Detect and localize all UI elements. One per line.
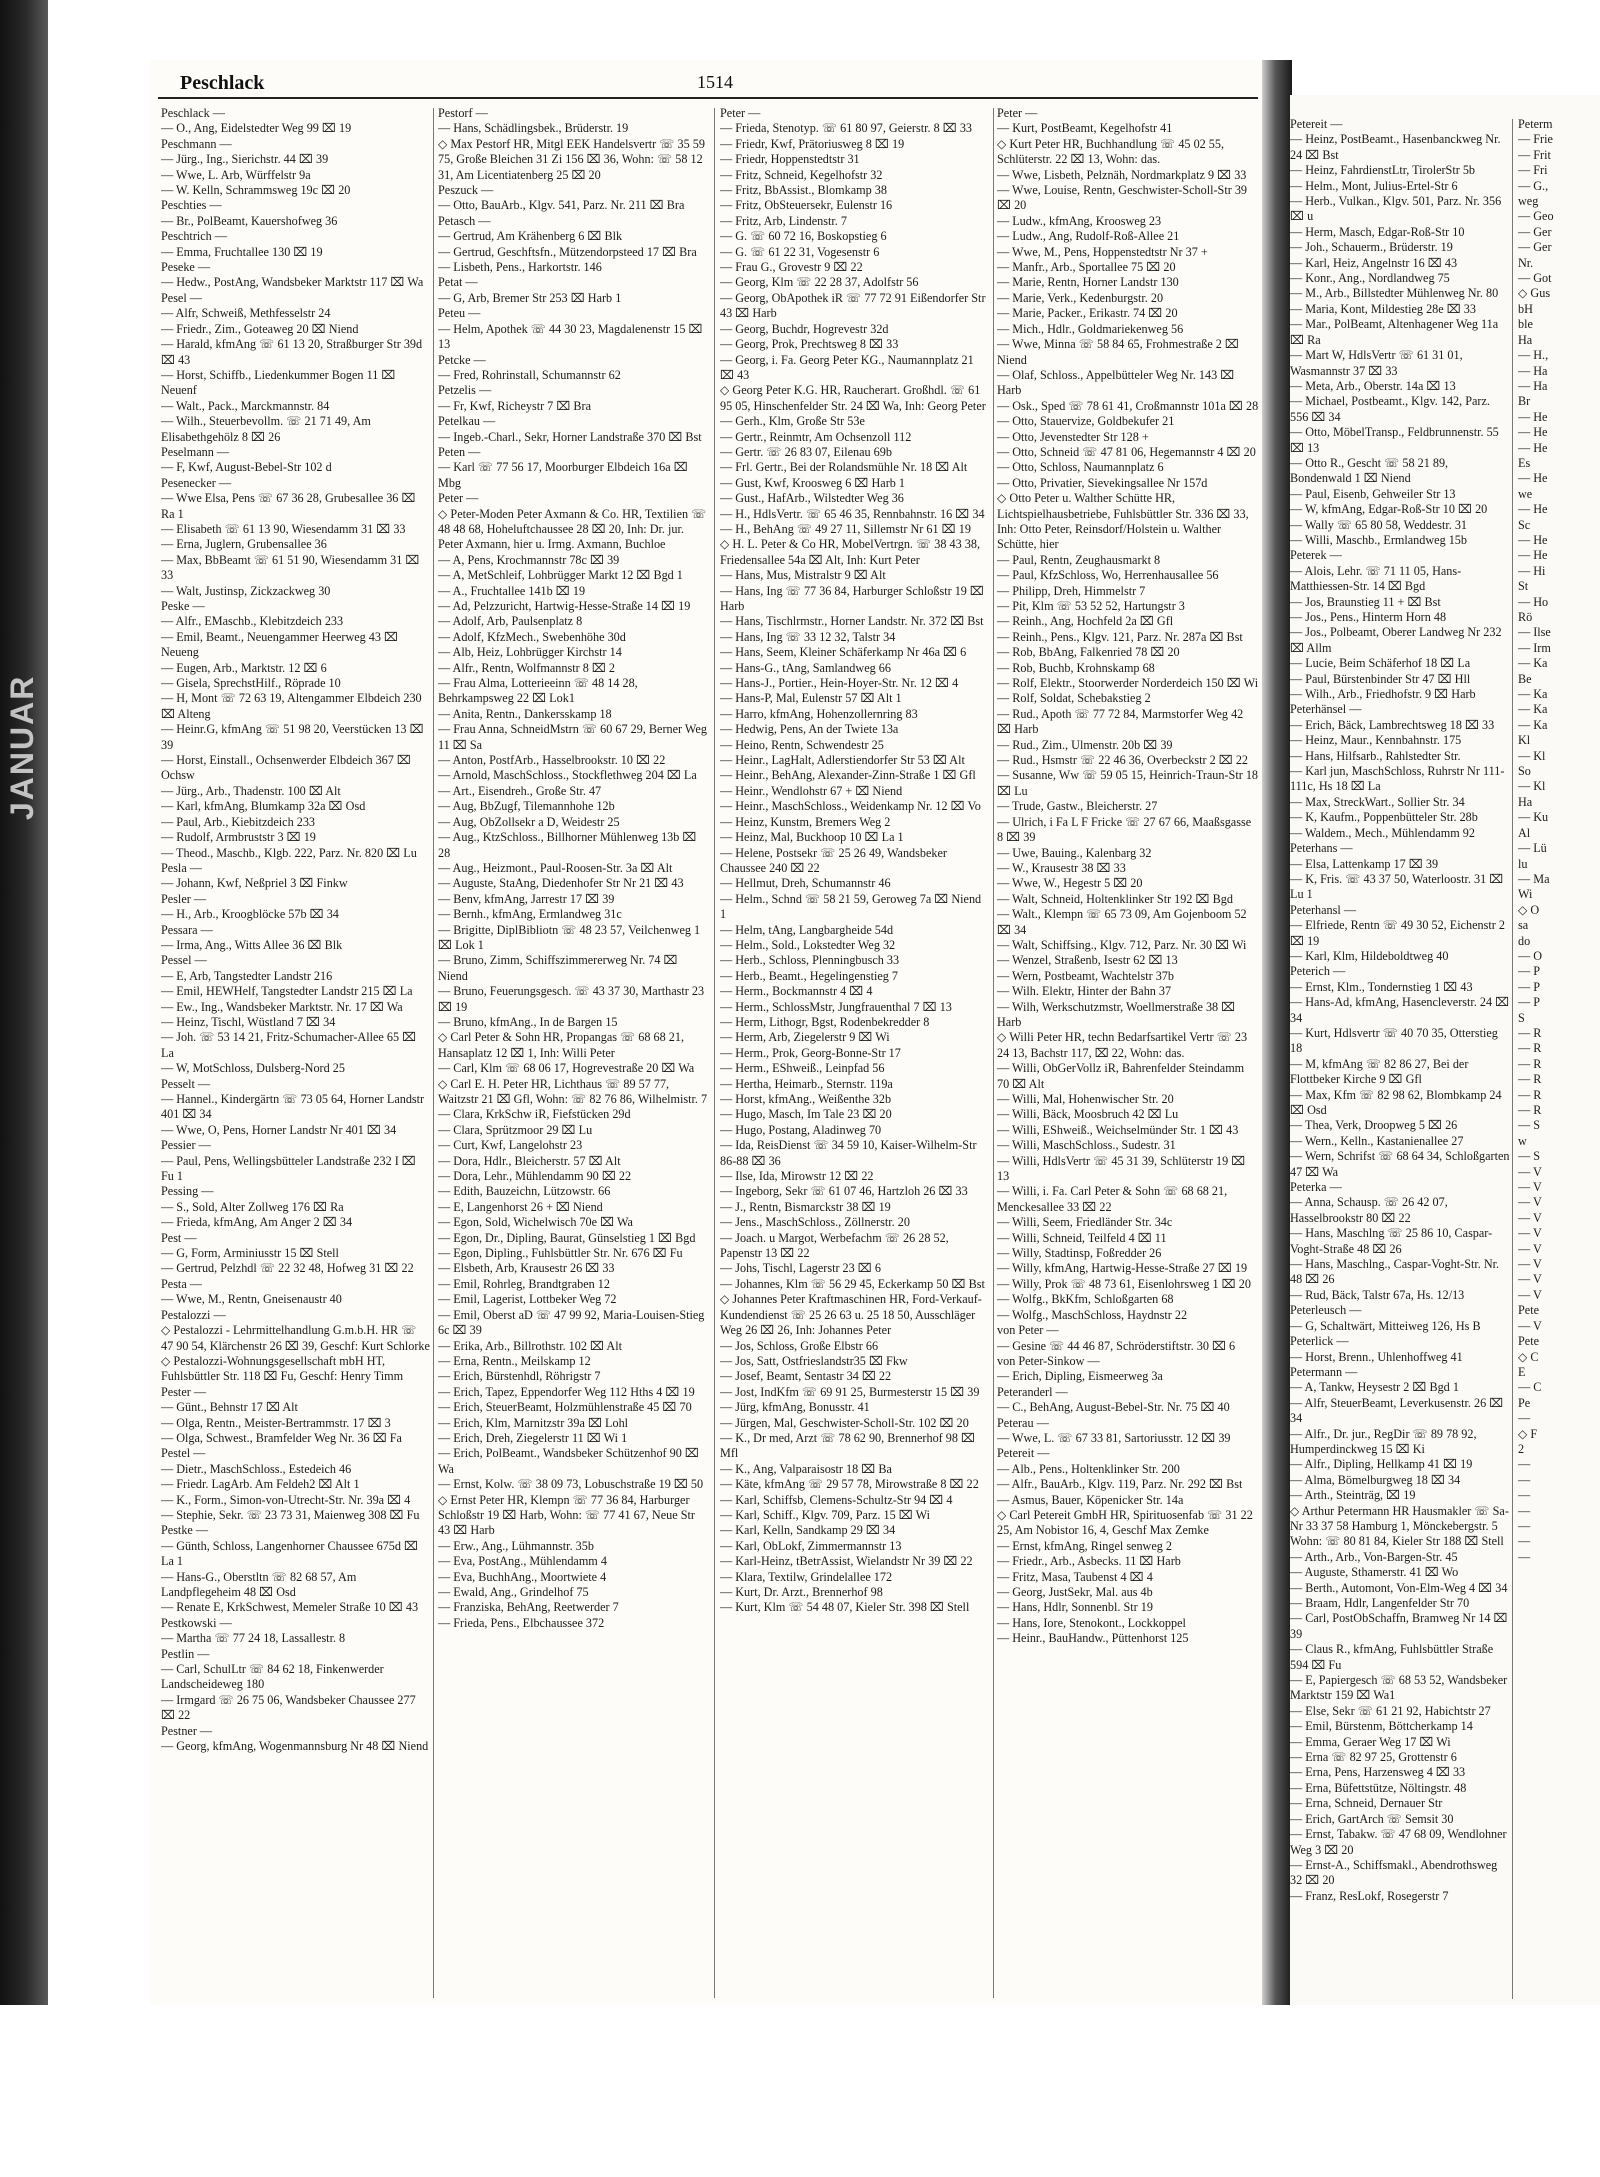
next-page-fragment (1290, 95, 1600, 2015)
column-text: Peterm — Frie — Frit — Fri — G., weg — Geo — Ger — Ger Nr. — Got ◇ Gus bH ble Ha — H., — Ha — Ha Br — He — He — He Es — He we — He Sc — He — He — Hi St — Ho Rö — Ilse — Irm — Ka Be — Ka — Ka — Ka Kl — Kl So — Kl Ha — Ku Al — Lü lu — Ma Wi ◇ O sa do — O — P — P — P S — R — R — R — R — R — R — S w — S — V — V — V — V — V — V — V — V — V Pete — V Pete ◇ C E — C Pe — ◇ F 2 — — — — — — — (1518, 117, 1554, 1564)
directory-column-6 (1518, 117, 1600, 2012)
column-text: Pestorf — — Hans, Schädlingsbek., Brüderstr. 19 ◇ Max Pestorf HR, Mitgl EEK Handelsvertr ☏ 35 59 75, Große Bleichen 31 Zi 156 ⌧ 36, Wohn: ☏ 58 12 31, Am Licentiatenberg 25 ⌧ 20 Peszuck — — Otto, BauArb., Klgv. 541, Parz. Nr. 211 ⌧ Bra Petasch — — Gertrud, Am Krähenberg 6 ⌧ Blk — Gertrud, Geschftsfn., Mützendorpsteed 17 ⌧ Bra — Lisbeth, Pens., Harkortstr. 146 Petat — — G, Arb, Bremer Str 253 ⌧ Harb 1 Peteu — — Helm, Apothek ☏ 44 30 23, Magdalenenstr 15 ⌧ 13 Petcke — — Fred, Rohrinstall, Schumannstr 62 Petzelis — — Fr, Kwf, Richeystr 7 ⌧ Bra Petelkau — — Ingeb.-Charl., Sekr, Horner Landstraße 370 ⌧ Bst Peten — — Karl ☏ 77 56 17, Moorburger Elbdeich 16a ⌧ Mbg Peter — ◇ Peter-Moden Peter Axmann & Co. HR, Textilien ☏ 48 48 68, Hoheluftchaussee 28 ⌧ 20, Inh: Dr. jur. Peter Axmann, hier u. Irmg. Axmann, Buchloe — A, Pens, Krochmannstr 78c ⌧ 39 — A, MetSchleif, Lohbrügger Markt 12 ⌧ Bgd 1 — A., Fruchtallee 141b ⌧ 19 — Ad, Pelzzuricht, Hartwig-Hesse-Straße 14 ⌧ 19 — Adolf, Arb, Paulsenplatz 8 — Adolf, KfzMech., Swebenhöhe 30d — Alb, Heiz, Lohbrügger Kirchstr 14 — Alfr., Rentn, Wolfmannstr 8 ⌧ 2 — Frau Alma, Lotterieeinn ☏ 48 14 28, Behrkampsweg 22 ⌧ Lok1 — Anita, Rentn., Dankersskamp 18 — Frau Anna, SchneidMstrn ☏ 60 67 29, Berner Weg 11 ⌧ Sa — Anton, PostfArb., Hasselbrookstr. 10 ⌧ 22 — Arnold, MaschSchloss., Stockflethweg 204 ⌧ La — Art., Eisendreh., Große Str. 47 — Aug, BbZugf, Tilemannhohe 12b — Aug, ObZollsekr a D, Weidestr 25 — Aug., KtzSchloss., Billhorner Mühlenweg 13b ⌧ 28 — Aug., Heizmont., Paul-Roosen-Str. 3a ⌧ Alt — Auguste, StaAng, Diedenhofer Str Nr 21 ⌧ 43 — Benv, kfmAng, Jarrestr 17 ⌧ 39 — Bernh., kfmAng, Ermlandweg 31c — Brigitte, DiplBibliotn ☏ 48 23 57, Veilchenweg 1 ⌧ Lok 1 — Bruno, Zimm, Schiffszimmererweg Nr. 74 ⌧ Niend — Bruno, Feuerungsgesch. ☏ 43 37 30, Marthastr 23 ⌧ 19 — Bruno, kfmAng., In de Bargen 15 ◇ Carl Peter & Sohn HR, Propangas ☏ 68 68 21, Hansaplatz 12 ⌧ 1, Inh: Willi Peter — Carl, Klm ☏ 68 06 17, Hogrevestraße 20 ⌧ Wa ◇ Carl E. H. Peter HR, Lichthaus ☏ 89 57 77, Waitzstr 21 ⌧ Gfl, Wohn: ☏ 82 76 86, Wilhelmistr. 7 — Clara, KrkSchw iR, Fiefstücken 29d — Clara, Sprützmoor 29 ⌧ Lu — Curt, Kwf, Langelohstr 23 — Dora, Hdlr., Bleicherstr. 57 ⌧ Alt — Dora, Lehr., Mühlendamm 90 ⌧ 22 — Edith, Bauzeichn, Lützowstr. 66 — E, Langenhorst 26 + ⌧ Niend — Egon, Sold, Wichelwisch 70e ⌧ Wa — Egon, Dr., Dipling, Baurat, Günselstieg 1 ⌧ Bgd — Egon, Dipling., Fuhlsbüttler Str. Nr. 676 ⌧ Fu — Elsbeth, Arb, Krausestr 26 ⌧ 33 — Emil, Rohrleg, Brandtgraben 12 — Emil, Lagerist, Lottbeker Weg 72 — Emil, Oberst aD ☏ 47 99 92, Maria-Louisen-Stieg 6c ⌧ 39 — Erika, Arb., Billrothstr. 102 ⌧ Alt — Erna, Rentn., Meilskamp 12 — Erich, Bürstenhdl, Röhrigstr 7 — Erich, Tapez, Eppendorfer Weg 112 Hths 4 ⌧ 19 — Erich, SteuerBeamt, Holzmühlenstraße 45 ⌧ 70 — Erich, Klm, Marnitzstr 39a ⌧ Lohl — Erich, Dreh, Ziegelerstr 11 ⌧ Wi 1 — Erich, PolBeamt., Wandsbeker Schützenhof 90 ⌧ Wa — Ernst, Kolw. ☏ 38 09 73, Lobuschstraße 19 ⌧ 50 ◇ Ernst Peter HR, Klempn ☏ 77 36 84, Harburger Schloßstr 19 ⌧ Harb, Wohn: ☏ 77 41 67, Neue Str 43 ⌧ Harb — Erw., Ang., Lühmannstr. 35b — Eva, PostAng., Mühlendamm 4 — Eva, BuchhAng., Moortwiete 4 — Ewald, Ang., Grindelhof 75 — Franziska, BehAng, Reetwerder 7 — Frieda, Pens., Elbchaussee 372 (438, 106, 708, 1630)
column-text: Petereit — — Heinz, PostBeamt., Hasenbanckweg Nr. 24 ⌧ Bst — Heinz, FahrdienstLtr, TirolerStr 5b — Helm., Mont, Julius-Ertel-Str 6 — Herb., Vulkan., Klgv. 501, Parz. Nr. 356 ⌧ u — Herm, Masch, Edgar-Roß-Str 10 — Joh., Schauerm., Brüderstr. 19 — Karl, Heiz, Angelnstr 16 ⌧ 43 — Konr., Ang., Nordlandweg 75 — M., Arb., Billstedter Mühlenweg Nr. 80 — Maria, Kont, Mildestieg 28e ⌧ 33 — Mar., PolBeamt, Altenhagener Weg 11a ⌧ Ra — Mart W, HdlsVertr ☏ 61 31 01, Wasmannstr 37 ⌧ 33 — Meta, Arb., Oberstr. 14a ⌧ 13 — Michael, Postbeamt., Klgv. 142, Parz. 556 ⌧ 34 — Otto, MöbelTransp., Feldbrunnenstr. 55 ⌧ 13 — Otto R., Gescht ☏ 58 21 89, Bondenwald 1 ⌧ Niend — Paul, Eisenb, Gehweiler Str 13 — W, kfmAng, Edgar-Roß-Str 10 ⌧ 20 — Wally ☏ 65 80 58, Weddestr. 31 — Willi, Maschb., Ermlandweg 15b Peterek — — Alois, Lehr. ☏ 71 11 05, Hans-Matthiessen-Str. 14 ⌧ Bgd — Jos, Braunstieg 11 + ⌧ Bst — Jos., Pens., Hinterm Horn 48 — Jos., Polbeamt, Oberer Landweg Nr 232 ⌧ Allm — Lucie, Beim Schäferhof 18 ⌧ La — Paul, Bürstenbinder Str 47 ⌧ Hll — Wilh., Arb., Friedhofstr. 9 ⌧ Harb Peterhänsel — — Erich, Bäck, Lambrechtsweg 18 ⌧ 33 — Heinz, Maur., Kennbahnstr. 175 — Hans, Hilfsarb., Rahlstedter Str. — Karl jun, MaschSchloss, Ruhrstr Nr 111-111c, Hs 18 ⌧ La — Max, StreckWart., Sollier Str. 34 — K, Kaufm., Poppenbütteler Str. 28b — Waldem., Mech., Mühlendamm 92 Peterhans — — Elsa, Lattenkamp 17 ⌧ 39 — K, Fris. ☏ 43 37 50, Waterloostr. 31 ⌧ Lu 1 Peterhansl — — Elfriede, Rentn ☏ 49 30 52, Eichenstr 2 ⌧ 19 — Karl, Klm, Hildeboldtweg 40 Peterich — — Ernst, Klm., Tondernstieg 1 ⌧ 43 — Hans-Ad, kfmAng, Hasencleverstr. 24 ⌧ 34 — Kurt, Hdlsvertr ☏ 40 70 35, Otterstieg 18 — M, kfmAng ☏ 82 86 27, Bei der Flottbeker Kirche 9 ⌧ Gfl — Max, Kfm ☏ 82 98 62, Blombkamp 24 ⌧ Osd — Thea, Verk, Droopweg 5 ⌧ 26 — Wern., Kelln., Kastanienallee 27 — Wern, Schrifst ☏ 68 64 34, Schloßgarten 47 ⌧ Wa Peterka — — Anna, Schausp. ☏ 26 42 07, Hasselbrookstr 80 ⌧ 22 — Hans, Maschlng ☏ 25 86 10, Caspar-Voght-Straße 48 ⌧ 26 — Hans, Maschlng., Caspar-Voght-Str. Nr. 48 ⌧ 26 — Rud, Bäck, Talstr 67a, Hs. 12/13 Peterleusch — — G, Schaltwärt, Mitteiweg 126, Hs B Peterlick — — Horst, Brenn., Uhlenhoffweg 41 Petermann — — A, Tankw, Heysestr 2 ⌧ Bgd 1 — Alfr, SteuerBeamt, Leverkusenstr. 26 ⌧ 34 — Alfr., Dr. jur., RegDir ☏ 89 78 92, Humperdinckweg 15 ⌧ Ki — Alfr., Dipling, Hellkamp 41 ⌧ 19 — Alma, Bömelburgweg 18 ⌧ 34 — Arth., Steinträg, ⌧ 19 ◇ Arthur Petermann HR Hausmakler ☏ Sa-Nr 33 37 58 Hamburg 1, Mönckebergstr. 5 Wohn: ☏ 80 81 84, Kieler Str 188 ⌧ Stell — Arth., Arb., Von-Bargen-Str. 45 — Auguste, Sthamerstr. 41 ⌧ Wo — Berth., Automont, Von-Elm-Weg 4 ⌧ 34 — Braam, Hdlr, Langenfelder Str 70 — Carl, PostObSchaffn, Bramweg Nr 14 ⌧ 39 — Claus R., kfmAng, Fuhlsbüttler Straße 594 ⌧ Fu — E, Papiergesch ☏ 68 53 52, Wandsbeker Marktstr 159 ⌧ Wa1 — Else, Sekr ☏ 61 21 92, Habichtstr 27 — Emil, Bürstenm, Böttcherkamp 14 — Emma, Geraer Weg 17 ⌧ Wi — Erna ☏ 82 97 25, Grottenstr 6 — Erna, Pens, Harzensweg 4 ⌧ 33 — Erna, Büfettstütze, Nöltingstr. 48 — Erna, Schneid, Dernauer Str — Erich, GartArch ☏ Semsit 30 — Ernst, Tabakw. ☏ 47 68 09, Wendlohner Weg 3 ⌧ 20 — Ernst-A., Schiffsmakl., Abendrothsweg 32 ⌧ 20 — Franz, ResLokf, Rosegerstr 7 (1290, 117, 1510, 1903)
book-spine-edge (0, 0, 48, 2005)
column-divider (1512, 119, 1513, 1999)
scan-margin-bottom (0, 2005, 1600, 2177)
column-divider (433, 108, 434, 1998)
directory-column-5 (1290, 117, 1510, 2012)
column-divider (993, 108, 994, 1998)
directory-column-2 (438, 106, 710, 2001)
column-text: Peter — — Kurt, PostBeamt, Kegelhofstr 41 ◇ Kurt Peter HR, Buchhandlung ☏ 45 02 55, Schlüterstr. 22 ⌧ 13, Wohn: das. — Wwe, Lisbeth, Pelznäh, Nordmarkplatz 9 ⌧ 33 — Wwe, Louise, Rentn, Geschwister-Scholl-Str 39 ⌧ 20 — Ludw., kfmAng, Kroosweg 23 — Ludw., Ang, Rudolf-Roß-Allee 21 — Wwe, M., Pens, Hoppenstedtstr Nr 37 + — Manfr., Arb., Sportallee 75 ⌧ 20 — Marie, Rentn, Horner Landstr 130 — Marie, Verk., Kedenburgstr. 20 — Marie, Packer., Erikastr. 74 ⌧ 20 — Mich., Hdlr., Goldmariekenweg 56 — Wwe, Minna ☏ 58 84 65, Frohmestraße 2 ⌧ Niend — Olaf, Schloss., Appelbütteler Weg Nr. 143 ⌧ Harb — Osk., Sped ☏ 78 61 41, Croßmannstr 101a ⌧ 28 — Otto, Stauervize, Goldbekufer 21 — Otto, Jevenstedter Str 128 + — Otto, Schneid ☏ 47 81 06, Hegemannstr 4 ⌧ 20 — Otto, Schloss, Naumannplatz 6 — Otto, Privatier, Sievekingsallee Nr 157d ◇ Otto Peter u. Walther Schütte HR, Lichtspielhausbetriebe, Fuhlsbüttler Str. 336 ⌧ 33, Inh: Otto Peter, Reinsdorf/Holstein u. Walther Schütte, hier — Paul, Rentn, Zeughausmarkt 8 — Paul, KfzSchloss, Wo, Herrenhausallee 56 — Philipp, Dreh, Himmelstr 7 — Pit, Klm ☏ 53 52 52, Hartungstr 3 — Reinh., Ang, Hochfeld 2a ⌧ Gfl — Reinh., Pens., Klgv. 121, Parz. Nr. 287a ⌧ Bst — Rob, BbAng, Falkenried 78 ⌧ 20 — Rob, Buchb, Krohnskamp 68 — Rolf, Elektr., Stoorwerder Norderdeich 150 ⌧ Wi — Rolf, Soldat, Schebakstieg 2 — Rud., Apoth ☏ 77 72 84, Marmstorfer Weg 42 ⌧ Harb — Rud., Zim., Ulmenstr. 20b ⌧ 39 — Rud., Hsmstr ☏ 22 46 36, Overbeckstr 2 ⌧ 22 — Susanne, Ww ☏ 59 05 15, Heinrich-Traun-Str 18 ⌧ Lu — Trude, Gastw., Bleicherstr. 27 — Ulrich, i Fa L F Fricke ☏ 27 67 66, Maaßsgasse 8 ⌧ 39 — Uwe, Bauing., Kalenbarg 32 — W., Krausestr 38 ⌧ 33 — Wwe, W., Hegestr 5 ⌧ 20 — Walt, Schneid, Holtenklinker Str 192 ⌧ Bgd — Walt., Klempn ☏ 65 73 09, Am Gojenboom 52 ⌧ 34 — Walt, Schiffsing., Klgv. 712, Parz. Nr. 30 ⌧ Wi — Wenzel, Straßenb, Isestr 62 ⌧ 13 — Wern, Postbeamt, Wachtelstr 37b — Wilh. Elektr, Hinter der Bahn 37 — Wilh, Werkschutzmstr, Woellmerstraße 38 ⌧ Harb ◇ Willi Peter HR, techn Bedarfsartikel Vertr ☏ 23 24 13, Bachstr 117, ⌧ 22, Wohn: das. — Willi, ObGerVollz iR, Bahrenfelder Steindamm 70 ⌧ Alt — Willi, Mal, Hohenwischer Str. 20 — Willi, Bäck, Moosbruch 42 ⌧ Lu — Willi, EShweiß., Weichselmünder Str. 1 ⌧ 43 — Willi, MaschSchloss., Sudestr. 31 — Willi, HdlsVertr ☏ 45 31 39, Schlüterstr 19 ⌧ 13 — Willi, i. Fa. Carl Peter & Sohn ☏ 68 68 21, Menckesallee 33 ⌧ 22 — Willi, Seem, Friedländer Str. 34c — Willi, Schneid, Teilfeld 4 ⌧ 11 — Willy, Stadtinsp, Foßredder 26 — Willy, kfmAng, Hartwig-Hesse-Straße 27 ⌧ 19 — Willy, Prok ☏ 48 73 61, Eisenlohrsweg 1 ⌧ 20 — Wolfg., BkKfm, Schloßgarten 68 — Wolfg., MaschSchloss, Haydnstr 22 von Peter — — Gesine ☏ 44 46 87, Schröderstiftstr. 30 ⌧ 6 von Peter-Sinkow — — Erich, Dipling, Eismeerweg 3a Peteranderl — — C., BehAng, August-Bebel-Str. Nr. 75 ⌧ 40 Peterau — — Wwe, L. ☏ 67 33 81, Sartoriusstr. 12 ⌧ 39 Petereit — — Alb., Pens., Holtenklinker Str. 200 — Alfr., BauArb., Klgv. 119, Parz. Nr. 292 ⌧ Bst — Asmus, Bauer, Köpenicker Str. 14a ◇ Carl Petereit GmbH HR, Spirituosenfab ☏ 31 22 25, Am Nobistor 16, 4, Geschf Max Zemke — Ernst, kfmAng, Ringel senweg 2 — Friedr., Arb., Asbecks. 11 ⌧ Harb — Fritz, Masa, Taubenst 4 ⌧ 4 — Georg, JustSekr, Mal. aus 4b — Hans, Hdlr, Sonnenbl. Str 19 — Hans, Iore, Stenokont., Lockkoppel — Heinr., BauHandw., Püttenhorst 125 (997, 106, 1259, 1646)
column-text: Peschlack — — O., Ang, Eidelstedter Weg 99 ⌧ 19 Peschmann — — Jürg., Ing., Sierichstr. 44 ⌧ 39 — Wwe, L. Arb, Würffelstr 9a — W. Kelln, Schrammsweg 19c ⌧ 20 Peschties — — Br., PolBeamt, Kauershofweg 36 Peschtrich — — Emma, Fruchtallee 130 ⌧ 19 Peseke — — Hedw., PostAng, Wandsbeker Marktstr 117 ⌧ Wa Pesel — — Alfr, Schweiß, Methfesselstr 24 — Friedr., Zim., Goteaweg 20 ⌧ Niend — Harald, kfmAng ☏ 61 13 20, Straßburger Str 39d ⌧ 43 — Horst, Schiffb., Liedenkummer Bogen 11 ⌧ Neuenf — Walt., Pack., Marckmannstr. 84 — Wilh., Steuerbevollm. ☏ 21 71 49, Am Elisabethgehölz 8 ⌧ 26 Peselmann — — F, Kwf, August-Bebel-Str 102 d Pesenecker — — Wwe Elsa, Pens ☏ 67 36 28, Grubesallee 36 ⌧ Ra 1 — Elisabeth ☏ 61 13 90, Wiesendamm 31 ⌧ 33 — Erna, Juglern, Grubensallee 36 — Max, BbBeamt ☏ 61 51 90, Wiesendamm 31 ⌧ 33 — Walt, Justinsp, Zickzackweg 30 Peske — — Alfr., EMaschb., Klebitzdeich 233 — Emil, Beamt., Neuengammer Heerweg 43 ⌧ Neueng — Eugen, Arb., Marktstr. 12 ⌧ 6 — Gisela, SprechstHilf., Röprade 10 — H, Mont ☏ 72 63 19, Altengammer Elbdeich 230 ⌧ Alteng — Heinr.G, kfmAng ☏ 51 98 20, Veerstücken 13 ⌧ 39 — Horst, Einstall., Ochsenwerder Elbdeich 367 ⌧ Ochsw — Jürg., Arb., Thadenstr. 100 ⌧ Alt — Karl, kfmAng, Blumkamp 32a ⌧ Osd — Paul, Arb., Kiebitzdeich 233 — Rudolf, Armbruststr 3 ⌧ 19 — Theod., Maschb., Klgb. 222, Parz. Nr. 820 ⌧ Lu Pesla — — Johann, Kwf, Neßpriel 3 ⌧ Finkw Pesler — — H., Arb., Kroogblöcke 57b ⌧ 34 Pessara — — Irma, Ang., Witts Allee 36 ⌧ Blk Pessel — — E, Arb, Tangstedter Landstr 216 — Emil, HEWHelf, Tangstedter Landstr 215 ⌧ La — Ew., Ing., Wandsbeker Marktstr. Nr. 17 ⌧ Wa — Heinz, Tischl, Wüstland 7 ⌧ 34 — Joh. ☏ 53 14 21, Fritz-Schumacher-Allee 65 ⌧ La — W, MotSchloss, Dulsberg-Nord 25 Pesselt — — Hannel., Kindergärtn ☏ 73 05 64, Horner Landstr 401 ⌧ 34 — Wwe, O, Pens, Horner Landstr Nr 401 ⌧ 34 Pessier — — Paul, Pens, Wellingsbütteler Landstraße 232 I ⌧ Fu 1 Pessing — — S., Sold, Alter Zollweg 176 ⌧ Ra — Frieda, kfmAng, Am Anger 2 ⌧ 34 Pest — — G, Form, Arminiusstr 15 ⌧ Stell — Gertrud, Pelzhdl ☏ 22 32 48, Hofweg 31 ⌧ 22 Pesta — — Wwe, M., Rentn, Gneisenaustr 40 Pestalozzi — ◇ Pestalozzi - Lehrmittelhandlung G.m.b.H. HR ☏ 47 90 54, Klärchenstr 26 ⌧ 39, Geschf: Kurt Schlorke ◇ Pestalozzi-Wohnungsgesellschaft mbH HT, Fuhlsbüttler Str. 118 ⌧ Fu, Geschf: Henry Timm Pester — — Günt., Behnstr 17 ⌧ Alt — Olga, Rentn., Meister-Bertrammstr. 17 ⌧ 3 — Olga, Schwest., Bramfelder Weg Nr. 36 ⌧ Fa Pestel — — Dietr., MaschSchloss., Estedeich 46 — Friedr. LagArb. Am Feldeh2 ⌧ Alt 1 — K., Form., Simon-von-Utrecht-Str. Nr. 39a ⌧ 4 — Stephie, Sekr. ☏ 23 73 31, Maienweg 308 ⌧ Fu Pestke — — Günth, Schloss, Langenhorner Chaussee 675d ⌧ La 1 — Hans-G., Oberstltn ☏ 82 68 57, Am Landpflegeheim 48 ⌧ Osd — Renate E, KrkSchwest, Memeler Straße 10 ⌧ 43 Pestkowski — — Martha ☏ 77 24 18, Lassallestr. 8 Pestlin — — Carl, SchulLtr ☏ 84 62 18, Finkenwerder Landscheideweg 180 — Irmgard ☏ 26 75 06, Wandsbeker Chaussee 277 ⌧ 22 Pestner — — Georg, kfmAng, Wogenmannsburg Nr 48 ⌧ Niend (161, 106, 430, 1754)
header-rule (158, 97, 1258, 99)
spine-text: JANUAR (4, 674, 40, 820)
book-gutter (1262, 60, 1292, 2005)
column-text: Peter — — Frieda, Stenotyp. ☏ 61 80 97, Geierstr. 8 ⌧ 33 — Friedr, Kwf, Prätoriusweg 8 ⌧ 19 — Friedr, Hoppenstedtstr 31 — Fritz, Schneid, Kegelhofstr 32 — Fritz, BbAssist., Blomkamp 38 — Fritz, ObSteuersekr, Eulenstr 16 — Fritz, Arb, Lindenstr. 7 — G. ☏ 60 72 16, Boskopstieg 6 — G. ☏ 61 22 31, Vogesenstr 6 — Frau G., Grovestr 9 ⌧ 22 — Georg, Klm ☏ 22 28 37, Adolfstr 56 — Georg, ObApothek iR ☏ 77 72 91 Eißendorfer Str 43 ⌧ Harb — Georg, Buchdr, Hogrevestr 32d — Georg, Prok, Prechtsweg 8 ⌧ 33 — Georg, i. Fa. Georg Peter KG., Naumannplatz 21 ⌧ 43 ◇ Georg Peter K.G. HR, Raucherart. Großhdl. ☏ 61 95 05, Hinschenfelder Str. 24 ⌧ Wa, Inh: Georg Peter — Gerh., Klm, Große Str 53e — Gertr., Reinmtr, Am Ochsenzoll 112 — Gertr. ☏ 26 83 07, Eilenau 69b — Frl. Gertr., Bei der Rolandsmühle Nr. 18 ⌧ Alt — Gust, Kwf, Kroosweg 6 ⌧ Harb 1 — Gust., HafArb., Wilstedter Weg 36 — H., HdlsVertr. ☏ 65 46 35, Rennbahnstr. 16 ⌧ 34 — H., BehAng ☏ 49 27 11, Sillemstr Nr 61 ⌧ 19 ◇ H. L. Peter & Co HR, MobelVertrgn. ☏ 38 43 38, Friedensallee 54a ⌧ Alt, Inh: Kurt Peter — Hans, Mus, Mistralstr 9 ⌧ Alt — Hans, Ing ☏ 77 36 84, Harburger Schloßstr 19 ⌧ Harb — Hans, Tischlrmstr., Horner Landstr. Nr. 372 ⌧ Bst — Hans, Ing ☏ 33 12 32, Talstr 34 — Hans, Seem, Kleiner Schäferkamp Nr 46a ⌧ 6 — Hans-G., tAng, Samlandweg 66 — Hans-J., Portier., Hein-Hoyer-Str. Nr. 12 ⌧ 4 — Hans-P, Mal, Eulenstr 57 ⌧ Alt 1 — Harro, kfmAng, Hohenzollernring 83 — Hedwig, Pens, An der Twiete 13a — Heino, Rentn, Schwendestr 25 — Heinr., LagHalt, Adlerstiendorfer Str 53 ⌧ Alt — Heinr., BehAng, Alexander-Zinn-Straße 1 ⌧ Gfl — Heinr., Wendlohstr 67 + ⌧ Niend — Heinr., MaschSchloss., Weidenkamp Nr. 12 ⌧ Vo — Heinz, Kunstm, Bremers Weg 2 — Heinz, Mal, Buckhoop 10 ⌧ La 1 — Helene, Postsekr ☏ 25 26 49, Wandsbeker Chaussee 240 ⌧ 22 — Hellmut, Dreh, Schumannstr 46 — Helm., Schnd ☏ 58 21 59, Geroweg 7a ⌧ Niend 1 — Helm, tAng, Langbargheide 54d — Helm., Sold., Lokstedter Weg 32 — Herb., Schloss, Plenningbusch 33 — Herb., Beamt., Hegelingenstieg 7 — Herm., Bockmannstr 4 ⌧ 4 — Herm., SchlossMstr, Jungfrauenthal 7 ⌧ 13 — Herm, Lithogr, Bgst, Rodenbekredder 8 — Herm, Arb, Ziegelerstr 9 ⌧ Wi — Herm., Prok, Georg-Bonne-Str 17 — Herm., EShweiß., Leinpfad 56 — Hertha, Heimarb., Sternstr. 119a — Horst, kfmAng., Weißenthe 32b — Hugo, Masch, Im Tale 23 ⌧ 20 — Hugo, Postang, Aladinweg 70 — Ida, ReisDienst ☏ 34 59 10, Kaiser-Wilhelm-Str 86-88 ⌧ 36 — Ilse, Ida, Mirowstr 12 ⌧ 22 — Ingeborg, Sekr ☏ 61 07 46, Hartzloh 26 ⌧ 33 — J., Rentn, Bismarckstr 38 ⌧ 19 — Jens., MaschSchloss., Zöllnerstr. 20 — Joach. u Margot, Werbefachm ☏ 26 28 52, Papenstr 13 ⌧ 22 — Johs, Tischl, Lagerstr 23 ⌧ 6 — Johannes, Klm ☏ 56 29 45, Eckerkamp 50 ⌧ Bst ◇ Johannes Peter Kraftmaschinen HR, Ford-Verkauf-Kundendienst ☏ 25 26 63 u. 25 18 50, Ausschläger Weg 26 ⌧ 26, Inh: Johannes Peter — Jos, Schloss, Große Elbstr 66 — Jos, Satt, Ostfrieslandstr35 ⌧ Fkw — Josef, Beamt, Sentastr 34 ⌧ 22 — Jost, IndKfm ☏ 69 91 25, Burmesterstr 15 ⌧ 39 — Jürg, kfmAng, Bonusstr. 41 — Jürgen, Mal, Geschwister-Scholl-Str. 102 ⌧ 20 — K., Dr med, Arzt ☏ 78 62 90, Brennerhof 98 ⌧ Mfl — K., Ang, Valparaisostr 18 ⌧ Ba — Käte, kfmAng ☏ 29 57 78, Mirowstraße 8 ⌧ 22 — Karl, Schiffsb, Clemens-Schultz-Str 94 ⌧ 4 — Karl, Schiff., Klgv. 709, Parz. 15 ⌧ Wi — Karl, Kelln, Sandkamp 29 ⌧ 34 — Karl, ObLokf, Zimmermannstr 13 — Karl-Heinz, tBetrAssist, Wielandstr Nr 39 ⌧ 22 — Klara, Textilw, Grindelallee 172 — Kurt, Dr. Arzt., Brennerhof 98 — Kurt, Klm ☏ 54 48 07, Kieler Str. 398 ⌧ Stell (720, 106, 986, 1615)
directory-column-3 (720, 106, 990, 2001)
page-header-keyword: Peschlack (180, 72, 265, 94)
page-number: 1514 (697, 72, 733, 92)
column-divider (714, 108, 715, 1998)
directory-column-4 (997, 106, 1259, 2001)
directory-column-1 (161, 106, 431, 2001)
